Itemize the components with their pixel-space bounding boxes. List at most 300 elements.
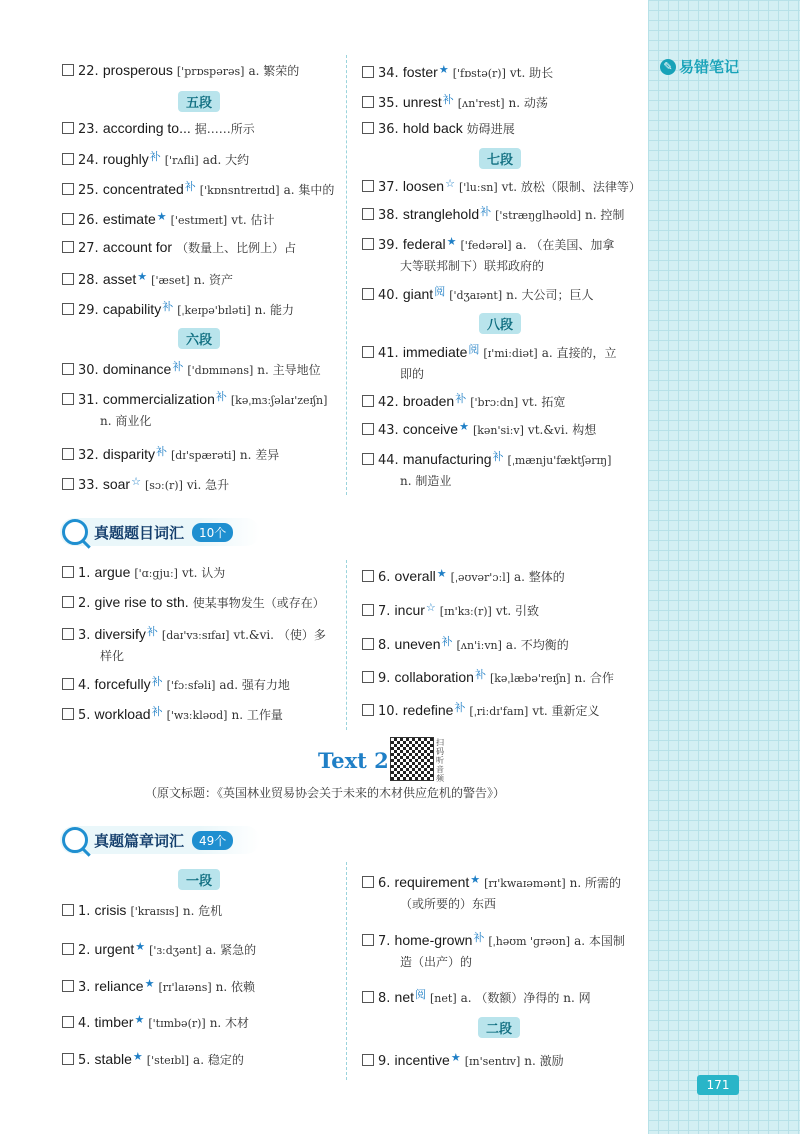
checkbox[interactable]: [62, 943, 74, 955]
phonetic: ['fɒstə(r)]: [452, 67, 506, 80]
frequency-mark-icon: 补: [455, 392, 467, 405]
qr-code-icon[interactable]: [390, 737, 434, 781]
checkbox[interactable]: [62, 678, 74, 690]
vocab-entry: [362, 415, 596, 443]
checkbox[interactable]: [62, 122, 74, 134]
frequency-mark-icon: 阅: [415, 988, 427, 1001]
entry-word: giant: [402, 286, 434, 302]
definition: a. 集中的: [283, 183, 335, 197]
entry-word: diversify: [94, 626, 146, 642]
checkbox[interactable]: [62, 1016, 74, 1028]
checkbox[interactable]: [62, 566, 74, 578]
definition-continuation: n. 制造业: [400, 474, 452, 488]
definition: vt. 放松（限制、法律等）: [501, 180, 641, 194]
section-title: 真题题目词汇: [94, 523, 185, 542]
phonetic: ['estɪmeɪt]: [170, 214, 228, 227]
entry-word: foster: [402, 64, 438, 80]
entry-number: 28.: [78, 273, 99, 288]
definition: vt. 认为: [181, 566, 226, 580]
frequency-mark-icon: ★: [144, 977, 155, 990]
entry-number: 39.: [378, 238, 399, 253]
column-divider: [346, 560, 347, 730]
vocab-entry: [62, 175, 334, 203]
checkbox[interactable]: [362, 122, 374, 134]
definition: 使某事物发生（或存在）: [192, 596, 325, 610]
phonetic: ['ɜːdʒənt]: [149, 944, 202, 957]
entry-word: stable: [94, 1051, 132, 1067]
vocab-entry: [62, 116, 255, 142]
paragraph-marker: 一段: [178, 869, 220, 890]
definition: vt.&vi. 构想: [527, 423, 597, 437]
paragraph-marker: 六段: [178, 328, 220, 349]
frequency-mark-icon: ★: [134, 1013, 145, 1026]
entry-number: 23.: [78, 122, 99, 137]
definition: a. 紧急的: [205, 943, 257, 957]
entry-word: incentive: [394, 1052, 450, 1068]
frequency-mark-icon: 补: [151, 675, 163, 688]
entry-word: stranglehold: [402, 206, 480, 222]
vocab-entry: [362, 596, 539, 624]
entry-word: crisis: [94, 902, 127, 918]
entry-number: 30.: [78, 363, 99, 378]
entry-number: 3.: [78, 628, 91, 643]
entry-word: estimate: [102, 211, 156, 227]
vocab-entry: [362, 172, 641, 200]
frequency-mark-icon: 补: [480, 205, 492, 218]
entry-word: redefine: [402, 702, 454, 718]
checkbox[interactable]: [362, 346, 374, 358]
paragraph-marker: 七段: [479, 148, 521, 169]
entry-number: 3.: [78, 980, 91, 995]
frequency-mark-icon: ★: [436, 567, 447, 580]
vocab-entry: [362, 562, 565, 590]
definition: n. 控制: [585, 208, 625, 222]
search-magnifier-icon: [62, 519, 88, 545]
checkbox[interactable]: [362, 208, 374, 220]
phonetic: [ɪn'kɜː(r)]: [439, 605, 492, 618]
phonetic: [ʌn'rest]: [457, 97, 505, 110]
vocab-entry: [362, 1046, 564, 1074]
checkbox[interactable]: [362, 876, 374, 888]
frequency-mark-icon: ☆: [131, 475, 141, 488]
definition: a. 本国制: [574, 934, 625, 948]
checkbox[interactable]: [362, 991, 374, 1003]
phonetic: [ˌəʊvər'ɔːl]: [450, 571, 511, 584]
definition: n. 能力: [254, 303, 294, 317]
definition: n. 危机: [182, 904, 223, 918]
vocab-entry: [62, 1008, 249, 1036]
entry-word: uneven: [394, 636, 441, 652]
checkbox[interactable]: [362, 180, 374, 192]
paragraph-marker: 五段: [178, 91, 220, 112]
vocab-entry: [62, 205, 274, 233]
definition-continued: [100, 409, 151, 434]
vocab-entry: [362, 280, 594, 308]
definition: vt. 重新定义: [532, 704, 600, 718]
checkbox[interactable]: [362, 288, 374, 300]
checkbox[interactable]: [62, 904, 74, 916]
frequency-mark-icon: 阅: [468, 343, 480, 356]
checkbox[interactable]: [362, 671, 374, 683]
checkbox[interactable]: [362, 704, 374, 716]
entry-number: 1.: [78, 566, 91, 581]
vocab-entry: [62, 235, 296, 261]
frequency-mark-icon: ★: [137, 270, 148, 283]
page-number: 171: [697, 1075, 739, 1095]
entry-word: account for: [102, 239, 173, 255]
entry-word: give rise to sth.: [94, 594, 189, 610]
vocab-entry: [362, 630, 569, 658]
checkbox[interactable]: [62, 273, 74, 285]
vocab-entry: [62, 58, 299, 84]
definition: vt.&vi. （使）多: [233, 628, 326, 642]
vocab-entry: [62, 898, 222, 924]
definition: n. 大公司；巨人: [506, 288, 594, 302]
checkbox[interactable]: [62, 628, 74, 640]
vocab-entry: [62, 972, 255, 1000]
entry-word: home-grown: [394, 932, 473, 948]
frequency-mark-icon: ★: [470, 873, 481, 886]
checkbox[interactable]: [62, 213, 74, 225]
vocab-entry: [62, 935, 256, 963]
phonetic: [sɔː(r)]: [144, 479, 183, 492]
checkbox[interactable]: [62, 363, 74, 375]
entry-word: according to...: [102, 120, 191, 136]
entry-number: 7.: [378, 934, 391, 949]
entry-number: 22.: [78, 64, 99, 79]
entry-word: prosperous: [102, 62, 173, 78]
entry-word: collaboration: [394, 669, 474, 685]
vocab-entry: [62, 1045, 244, 1073]
phonetic: ['kɒnsntreɪtɪd]: [199, 184, 280, 197]
phonetic: ['fedərəl]: [460, 239, 512, 252]
entry-word: disparity: [102, 446, 155, 462]
entry-number: 29.: [78, 303, 99, 318]
entry-number: 43.: [378, 423, 399, 438]
entry-word: commercialization: [102, 391, 215, 407]
entry-word: unrest: [402, 94, 442, 110]
definition: 据……所示: [194, 122, 255, 136]
phonetic: [ˌhəʊm 'ɡrəʊn]: [488, 935, 571, 948]
checkbox[interactable]: [62, 708, 74, 720]
entry-number: 37.: [378, 180, 399, 195]
definition-continued: [400, 892, 496, 917]
definition-continuation: 即的: [400, 367, 425, 381]
checkbox[interactable]: [62, 183, 74, 195]
entry-word: workload: [94, 706, 151, 722]
definition: n. 差异: [239, 448, 280, 462]
definition: n. 所需的: [569, 876, 621, 890]
frequency-mark-icon: 阅: [434, 285, 446, 298]
checkbox[interactable]: [62, 241, 74, 253]
checkbox[interactable]: [362, 638, 374, 650]
entry-number: 33.: [78, 478, 99, 493]
checkbox[interactable]: [362, 934, 374, 946]
phonetic: [net]: [430, 992, 457, 1005]
definition: a. （在美国、加拿: [515, 238, 615, 252]
entry-number: 40.: [378, 288, 399, 303]
definition: a. 直接的，立: [541, 346, 617, 360]
checkbox[interactable]: [62, 393, 74, 405]
frequency-mark-icon: 补: [162, 300, 174, 313]
checkbox[interactable]: [362, 1054, 374, 1066]
definition: a. 稳定的: [193, 1053, 244, 1067]
phonetic: [rɪ'laɪəns]: [158, 981, 212, 994]
frequency-mark-icon: 补: [442, 93, 454, 106]
entry-number: 6.: [378, 876, 391, 891]
entry-word: incur: [394, 602, 425, 618]
frequency-mark-icon: 补: [492, 450, 504, 463]
definition: a. （数额）净得的 n. 网: [460, 991, 591, 1005]
phonetic: [kəˌmɜːʃəlaɪ'zeɪʃn]: [230, 394, 328, 407]
entry-number: 27.: [78, 241, 99, 256]
vocab-entry: [62, 295, 294, 323]
frequency-mark-icon: 补: [151, 705, 163, 718]
frequency-mark-icon: ☆: [425, 601, 436, 614]
checkbox[interactable]: [362, 570, 374, 582]
definition-continued: [400, 362, 424, 387]
vocab-entry: [62, 470, 229, 498]
frequency-mark-icon: ★: [450, 1051, 461, 1064]
entry-word: requirement: [394, 874, 470, 890]
checkbox[interactable]: [362, 66, 374, 78]
phonetic: ['wɜːkləʊd]: [166, 709, 228, 722]
checkbox[interactable]: [62, 980, 74, 992]
entry-word: broaden: [402, 393, 455, 409]
phonetic: [ɪn'sentɪv]: [464, 1055, 521, 1068]
phonetic: ['prɒspərəs]: [176, 65, 245, 78]
column-divider: [346, 862, 347, 1080]
checkbox[interactable]: [62, 64, 74, 76]
entry-number: 38.: [378, 208, 399, 223]
definition-continued: [100, 644, 124, 669]
definition: a. 不均衡的: [505, 638, 569, 652]
entry-word: federal: [402, 236, 446, 252]
frequency-mark-icon: 补: [215, 390, 227, 403]
vocab-entry: [62, 670, 290, 698]
frequency-mark-icon: ★: [132, 1050, 143, 1063]
phonetic: [dɪ'spærəti]: [170, 449, 236, 462]
definition-continued: [400, 469, 451, 494]
vocab-entry: [62, 355, 321, 383]
entry-word: capability: [102, 301, 162, 317]
vocab-entry: [362, 116, 515, 142]
entry-number: 31.: [78, 393, 99, 408]
vocab-entry: [362, 88, 548, 116]
phonetic: [kən'siːv]: [472, 424, 524, 437]
frequency-mark-icon: ★: [438, 63, 449, 76]
error-notes-text: 易错笔记: [679, 58, 740, 76]
vocab-entry: [62, 700, 283, 728]
entry-word: manufacturing: [402, 451, 492, 467]
vocab-entry: [62, 590, 325, 616]
checkbox[interactable]: [362, 96, 374, 108]
phonetic: [ʌn'iːvn]: [456, 639, 502, 652]
vocab-entry: [362, 387, 565, 415]
frequency-mark-icon: 补: [155, 445, 167, 458]
phonetic: [rɪ'kwaɪəmənt]: [484, 877, 566, 890]
entry-number: 2.: [78, 943, 91, 958]
definition: n. 木材: [209, 1016, 250, 1030]
phonetic: ['brɔːdn]: [470, 396, 519, 409]
definition-continued: [400, 254, 544, 279]
entry-number: 7.: [378, 604, 391, 619]
checkbox[interactable]: [362, 604, 374, 616]
phonetic: [ˌriːdɪ'faɪn]: [469, 705, 529, 718]
definition-continuation: 大等联邦制下）联邦政府的: [400, 259, 545, 273]
checkbox[interactable]: [62, 596, 74, 608]
entry-word: concentrated: [102, 181, 184, 197]
definition: a. 整体的: [514, 570, 565, 584]
definition: n. 工作量: [231, 708, 283, 722]
definition: n. 合作: [574, 671, 614, 685]
entry-word: hold back: [402, 120, 463, 136]
frequency-mark-icon: 补: [172, 360, 184, 373]
entry-word: soar: [102, 476, 131, 492]
checkbox[interactable]: [62, 1053, 74, 1065]
entry-number: 10.: [378, 704, 399, 719]
phonetic: ['dʒaɪənt]: [449, 289, 503, 302]
frequency-mark-icon: 补: [184, 180, 196, 193]
vocab-entry: [362, 696, 600, 724]
entry-number: 26.: [78, 213, 99, 228]
vocab-entry: [62, 145, 249, 173]
qr-label: 扫码听音频: [436, 738, 444, 783]
checkbox[interactable]: [362, 453, 374, 465]
phonetic: ['kraɪsɪs]: [130, 905, 179, 918]
checkbox[interactable]: [62, 448, 74, 460]
frequency-mark-icon: ★: [446, 235, 457, 248]
definition-continued: [400, 950, 472, 975]
definition: vt. 估计: [231, 213, 275, 227]
phonetic: [kəˌlæbə'reɪʃn]: [489, 672, 571, 685]
frequency-mark-icon: ★: [135, 940, 146, 953]
definition: n. 依赖: [215, 980, 256, 994]
section-banner-questions: [60, 518, 260, 546]
entry-number: 5.: [78, 1053, 91, 1068]
definition: a. 繁荣的: [248, 64, 300, 78]
entry-number: 4.: [78, 1016, 91, 1031]
definition: vt. 助长: [509, 66, 554, 80]
checkbox[interactable]: [62, 303, 74, 315]
definition: vt. 拓宽: [522, 395, 566, 409]
definition: n. 资产: [193, 273, 234, 287]
checkbox[interactable]: [62, 153, 74, 165]
margin-grid-strip: [648, 0, 800, 1134]
entry-number: 5.: [78, 708, 91, 723]
entry-number: 2.: [78, 596, 91, 611]
entry-word: roughly: [102, 151, 149, 167]
entry-word: timber: [94, 1014, 134, 1030]
entry-number: 44.: [378, 453, 399, 468]
section-banner-chapter: [60, 826, 260, 854]
phonetic: ['æset]: [151, 274, 190, 287]
phonetic: ['stræŋɡlhəʊld]: [495, 209, 581, 222]
section-count-badge: 10个: [192, 523, 233, 542]
entry-word: asset: [102, 271, 137, 287]
entry-word: argue: [94, 564, 131, 580]
phonetic: ['tɪmbə(r)]: [148, 1017, 206, 1030]
entry-word: reliance: [94, 978, 144, 994]
vocab-entry: [362, 663, 614, 691]
definition: n. 主导地位: [257, 363, 321, 377]
entry-number: 8.: [378, 638, 391, 653]
entry-number: 9.: [378, 1054, 391, 1069]
checkbox[interactable]: [62, 478, 74, 490]
phonetic: ['luːsn]: [458, 181, 498, 194]
entry-number: 1.: [78, 904, 91, 919]
definition-continuation: 样化: [100, 649, 125, 663]
original-title-note: （原文标题：《英国林业贸易协会关于未来的木材供应危机的警告》）: [145, 786, 506, 800]
definition: n. 动荡: [508, 96, 548, 110]
error-notes-label: [660, 56, 739, 77]
search-magnifier-icon: [62, 827, 88, 853]
definition-continuation: n. 商业化: [100, 414, 152, 428]
phonetic: ['steɪbl]: [146, 1054, 190, 1067]
definition: 妨碍进展: [466, 122, 515, 136]
checkbox[interactable]: [362, 395, 374, 407]
entry-number: 24.: [78, 153, 99, 168]
definition: n. 激励: [524, 1054, 564, 1068]
frequency-mark-icon: 补: [149, 150, 161, 163]
phonetic: [daɪ'vɜːsɪfaɪ]: [161, 629, 230, 642]
column-divider: [346, 55, 347, 495]
phonetic: ['fɔːsfəli]: [166, 679, 216, 692]
entry-number: 32.: [78, 448, 99, 463]
vocab-entry: [62, 440, 279, 468]
entry-number: 35.: [378, 96, 399, 111]
entry-word: overall: [394, 568, 436, 584]
entry-word: net: [394, 989, 415, 1005]
paragraph-marker: 八段: [479, 313, 521, 334]
definition: vt. 引致: [495, 604, 540, 618]
frequency-mark-icon: ☆: [445, 177, 455, 190]
entry-word: forcefully: [94, 676, 151, 692]
phonetic: ['ɑːɡjuː]: [134, 567, 178, 580]
vocab-entry: [362, 58, 553, 86]
entry-number: 6.: [378, 570, 391, 585]
entry-word: conceive: [402, 421, 459, 437]
phonetic: [ɪ'miːdiət]: [483, 347, 538, 360]
phonetic: [ˌkeɪpə'bɪləti]: [177, 304, 251, 317]
pen-circle-icon: ✎: [660, 59, 676, 75]
entry-number: 36.: [378, 122, 399, 137]
entry-number: 8.: [378, 991, 391, 1006]
entry-word: immediate: [402, 344, 468, 360]
entry-number: 41.: [378, 346, 399, 361]
checkbox[interactable]: [362, 238, 374, 250]
definition-continuation: （或所要的）东西: [400, 897, 497, 911]
frequency-mark-icon: 补: [454, 701, 466, 714]
entry-number: 25.: [78, 183, 99, 198]
text-title: Text 2: [318, 748, 389, 773]
checkbox[interactable]: [362, 423, 374, 435]
entry-word: dominance: [102, 361, 172, 377]
phonetic: ['dɒmɪnəns]: [187, 364, 254, 377]
entry-word: urgent: [94, 941, 135, 957]
definition-continuation: 造（出产）的: [400, 955, 473, 969]
vocab-entry: [62, 265, 233, 293]
definition: vi. 急升: [186, 478, 230, 492]
definition: ad. 大约: [202, 153, 250, 167]
definition: （数量上、比例上）占: [176, 241, 297, 255]
paragraph-marker: 二段: [478, 1017, 520, 1038]
entry-number: 42.: [378, 395, 399, 410]
definition: ad. 强有力地: [219, 678, 290, 692]
frequency-mark-icon: ★: [156, 210, 167, 223]
entry-number: 9.: [378, 671, 391, 686]
phonetic: [ˌmænju'fæktʃərɪŋ]: [507, 454, 612, 467]
